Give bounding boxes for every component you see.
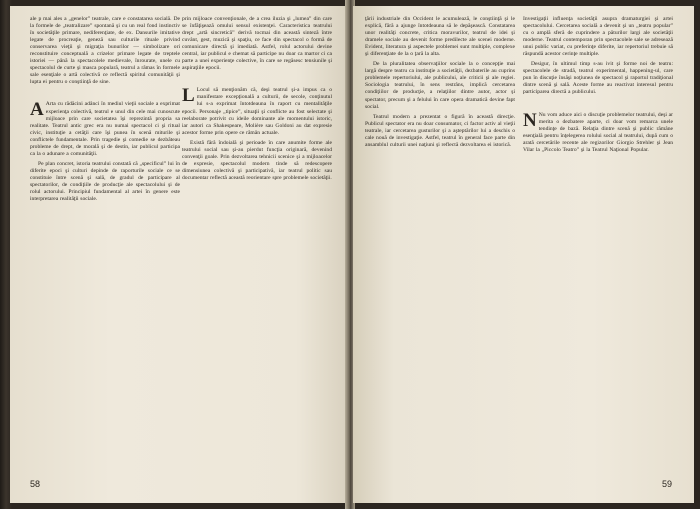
paragraph: ale p mai ales a „genelor” teatrale, care e constatarea socială. De la formele de „teatralizare” spontană şi cu un real fond instinctiv în societăţile primare, nediferenţiate, de ex. Dansurile imitative legate de procreaţie, geneză sau culturile rituale privind conservarea vieţii şi migraţia bunurilor — simbolizare ori reconstituire conceptuală a crizelor primare legate de treptele istoriei — până la spectacolele medievale, înrourate, unele cu spectacolul de curte şi masca populară, teatrul a rămas în formele sale esenţiale o artă colectivă ce reflectă spiritul comunităţii şi lupta ei pentru o conştiinţă de sine. (30, 16, 180, 86)
paragraph-dropcap (182, 87, 332, 136)
page-number: 58 (30, 479, 41, 489)
drop-cap-letter: N (523, 109, 537, 131)
paragraph: Pe plan concret, istoria teatrului constată că „specificul” lui în diferite epoci şi culturi depinde de raporturile sociale ce se constituie între scenă şi sală, de gradul de participare al spectatorilor, de condiţiile de producţie ale spectacolului şi de rolul actorului. Principiul fundamental al artei în genere este interpretarea realităţii sociale. (30, 160, 180, 203)
paragraph: ţării industriale din Occident le acumulează, le conştiinţă şi le explică, fără a ajunge întotdeauna să le depăşească. Constatarea unor realităţi concrete, critica moravurilor, teatrul de idei şi dramele sociale au devenit forme predilecte ale scenei moderne. Evident, literatura şi aspectele problemei sunt multiple, complexe şi diferenţiate de la o ţară la alta. (365, 16, 515, 58)
drop-cap-letter: A (30, 99, 44, 121)
paragraph: prin mijloace convenţionale, de a crea iluzia şi „lumea” din care se înfăţişează omului sensul existenţei. Caracteristica teatrului drept „artă sincretică” derivă tocmai din această sinteză între cuvânt, gest, muzică şi spaţiu, ce face din spectacol o formă de comunicare directă şi imediată. Astfel, rolul actorului devine central, iar publicul e chemat să participe nu doar ca martor ci ca parte a unei experienţe colective, în care se regăsesc tensiunile şi aspiraţiile epocii. (182, 16, 332, 72)
right-page-column-2 (523, 16, 673, 456)
drop-cap-letter: L (182, 85, 195, 107)
paragraph: Există fără îndoială şi perioade în care anumite forme ale teatrului social sau şi-au pierdut funcţia originară, devenind convenţii goale. Prin dezvoltarea tehnicii scenice şi a mijloacelor de expresie, spectacolul modern tinde să redescopere dimensiunea colectivă şi participativă, iar teatrul politic sau documentar reflectă această reorientare spre problemele societăţii. (182, 139, 332, 181)
paragraph-text: Arta cu rădăcini adânci în mediul vieţii sociale a exprimat experienţa colectivă, teatrul e unul din cele mai cunoscute mijloace prin care societatea îşi reprezintă propria sa realitate. Teatrul antic grec era nu numai spectacol ci şi ritual civic, instituţie a cetăţii care îşi punea în scenă miturile şi conflictele fundamentale. Prin tragedie şi comedie se dezbăteau probleme de drept, de morală şi de destin, iar publicul participa ca la o adunare a comunităţii. (30, 101, 180, 157)
paragraph: Investigaţii influenţa societăţii asupra dramaturgiei şi artei spectacolului. Cercetarea socială a devenit şi un „teatru popular” cu o amplă sferă de cuprindere a păturilor largi ale societăţii moderne. Teatrul contemporan prin spectacolele sale se adresează unui public variat, cu preferinţe diferite, iar repertoriul trebuie să răspundă acestor cerinţe multiple. (523, 16, 673, 58)
right-page (353, 6, 694, 503)
left-page-column-1 (30, 16, 180, 456)
paragraph-text: Nu vom aduce aici o discuţie problemelor teatrului, deşi ar merita o dezbatere aparte, ci doar vom remarca unele tendinţe de bază. Relaţia dintre scenă şi public rămâne esenţială pentru înţelegerea rolului social al teatrului, după cum o arată cercetările recente ale regizorilor Giorgio Strehler şi Jean Vilar la „Piccolo Teatro” şi la Teatrul Naţional Popular. (523, 111, 673, 153)
left-page-column-2 (182, 16, 332, 456)
left-page (10, 6, 347, 503)
paragraph-text: Locul să menţionăm că, deşi teatrul şi-a impus ca o manifestare excepţională a culturii, de secole, conţinutul lui s-a exprimat întotdeauna în raport cu mentalităţile epocii. Personaje „tipice”, situaţii şi conflicte au fost selectate şi reelaborate potrivit cu ideile dominante ale momentului istoric, iar autori ca Shakespeare, Molière sau Goldoni au dat expresie acestor forme prin opere ce rămân actuale. (182, 87, 332, 136)
paragraph: Teatrul modern a prezentat o figură în această direcţie. Publicul spectator era nu doar consumator, ci factor activ al vieţii teatrale, iar cercetarea gusturilor şi a aşteptărilor lui a deschis o cale nouă de investigaţie. Astfel, teatrul în general face parte din ansamblul culturii unei naţiuni şi reflectă dezvoltarea ei istorică. (365, 113, 515, 148)
paragraph: Desigur, în ultimul timp s-au ivit şi forme noi de teatru: spectacolele de stradă, teatrul experimental, happening-ul, care pun în discuţie însăşi noţiunea de spectacol şi raportul tradiţional dintre scenă şi sală. Aceste forme au reactivat interesul pentru participarea directă a publicului. (523, 61, 673, 96)
paragraph: De la pluralitatea observaţiilor sociale la o concepţie mai largă despre teatru ca instituţie a societăţii, dezbaterile au cuprins problemele repertoriului, ale publicului, ale criticii şi ale regiei. Sociologia teatrului, în sens restrâns, implică cercetarea condiţiilor de producţie, a relaţiilor dintre autor, actor şi spectator, precum şi a felului în care opera dramatică devine fapt social. (365, 61, 515, 110)
page-number: 59 (661, 479, 672, 489)
paragraph-dropcap (523, 109, 673, 154)
right-page-column-1 (365, 16, 515, 456)
paragraph-dropcap (30, 101, 180, 157)
